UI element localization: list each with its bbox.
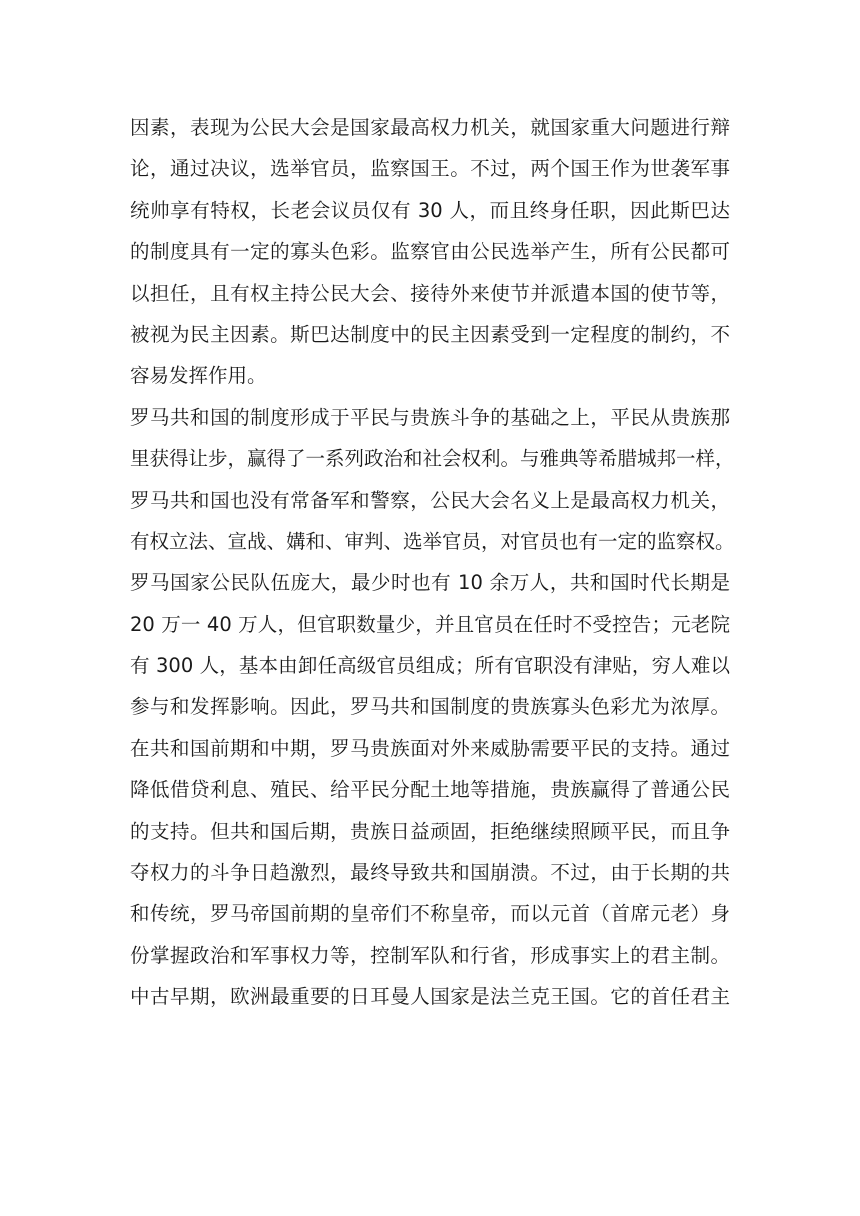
document-body xyxy=(130,107,735,1018)
text-line: 有权立法、宣战、媾和、审判、选举官员，对官员也有一定的监察权。 xyxy=(130,529,735,553)
text-line: 份掌握政治和军事权力等，控制军队和行省，形成事实上的君主制。 xyxy=(130,943,730,967)
text-line: 罗马国家公民队伍庞大，最少时也有 10 余万人，共和国时代长期是 xyxy=(130,571,730,595)
text-line: 容易发挥作用。 xyxy=(130,364,267,388)
text-line: 参与和发挥影响。因此，罗马共和国制度的贵族寡头色彩尤为浓厚。 xyxy=(130,695,730,719)
text-line: 以担任，且有权主持公民大会、接待外来使节并派遣本国的使节等， xyxy=(130,281,730,305)
text-line: 统帅享有特权，长老会议员仅有 30 人，而且终身任职，因此斯巴达 xyxy=(130,198,730,222)
text-line: 降低借贷利息、殖民、给平民分配土地等措施，贵族赢得了普通公民 xyxy=(130,778,730,802)
text-line: 的支持。但共和国后期，贵族日益顽固，拒绝继续照顾平民，而且争 xyxy=(130,819,730,843)
text-line: 的制度具有一定的寡头色彩。监察官由公民选举产生，所有公民都可 xyxy=(130,240,730,264)
text-line: 在共和国前期和中期，罗马贵族面对外来威胁需要平民的支持。通过 xyxy=(130,736,730,760)
text-line: 论，通过决议，选举官员，监察国王。不过，两个国王作为世袭军事 xyxy=(130,157,730,181)
text-line: 和传统，罗马帝国前期的皇帝们不称皇帝，而以元首（首席元老）身 xyxy=(130,902,730,926)
text-line: 被视为民主因素。斯巴达制度中的民主因素受到一定程度的制约，不 xyxy=(130,322,730,346)
text-line: 罗马共和国的制度形成于平民与贵族斗争的基础之上，平民从贵族那 xyxy=(130,405,730,429)
text-line: 里获得让步，赢得了一系列政治和社会权利。与雅典等希腊城邦一样， xyxy=(130,447,735,471)
text-line: 夺权力的斗争日趋激烈，最终导致共和国崩溃。不过，由于长期的共 xyxy=(130,861,730,885)
text-line: 因素，表现为公民大会是国家最高权力机关，就国家重大问题进行辩 xyxy=(130,116,730,139)
text-line: 罗马共和国也没有常备军和警察，公民大会名义上是最高权力机关， xyxy=(130,488,730,512)
text-line: 有 300 人，基本由卸任高级官员组成；所有官职没有津贴，穷人难以 xyxy=(130,654,730,678)
text-line: 20 万一 40 万人，但官职数量少，并且官员在任时不受控告；元老院 xyxy=(130,612,730,636)
text-line: 中古早期，欧洲最重要的日耳曼人国家是法兰克王国。它的首任君主 xyxy=(130,985,730,1009)
